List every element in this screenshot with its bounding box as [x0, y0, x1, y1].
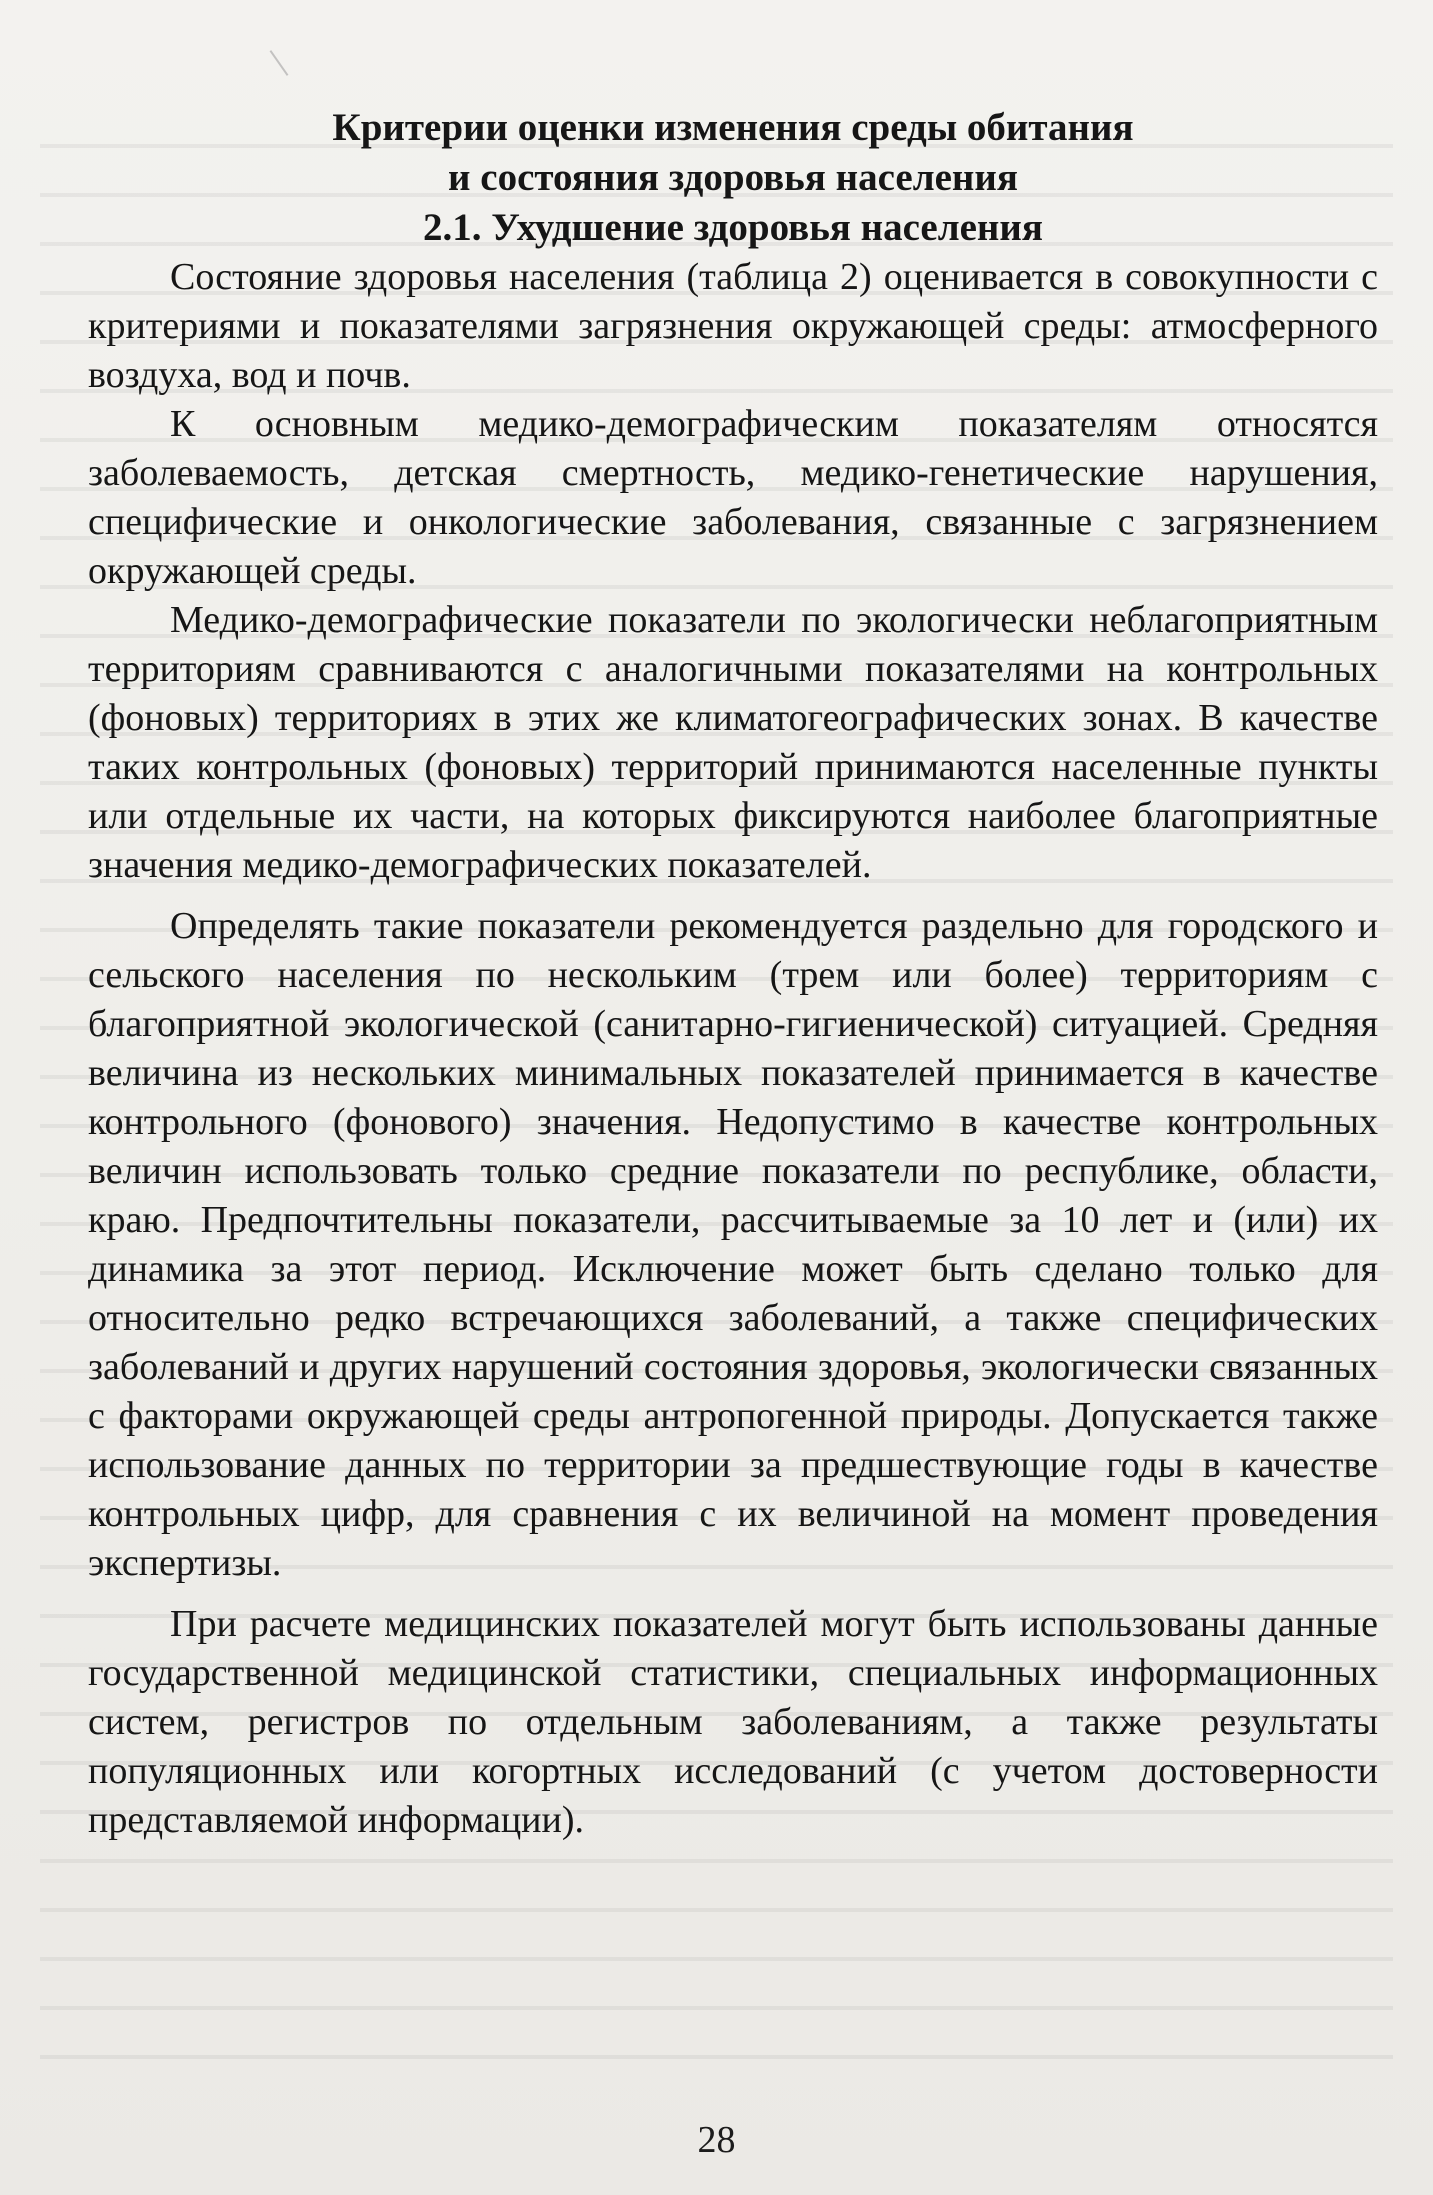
paragraph-health-assessment: Состояние здоровья населения (таблица 2) оценивается в совокупности с критериями и показателями загрязнения окружающей среды: атмосферного воздуха, вод и почв.: [88, 256, 1378, 396]
pencil-mark: [270, 50, 289, 76]
paragraph-main-indicators: К основным медико-демографическим показателям относятся заболеваемость, детская смертность, медико-генетические нарушения, специфические и онкологические заболевания, связанные с загрязнением окружающей среды.: [88, 403, 1378, 592]
paragraph-comparison: Медико-демографические показатели по экологически неблагоприятным территориям сравниваются с аналогичными показателями на контрольных (фоновых) территориях в этих же климатогеографических зонах. В качестве таких контрольных (фоновых) территорий принимаются населенные пункты или отдельные их части, на которых фиксируются наиболее благоприятные значения медико-демографических показателей.: [88, 599, 1378, 886]
heading-line-2: и состояния здоровья населения: [448, 156, 1018, 199]
subsection-heading: 2.1. Ухудшение здоровья населения: [423, 206, 1043, 249]
paragraph-calculation: При расчете медицинских показателей могут быть использованы данные государственной медицинской статистики, специальных информационных систем, регистров по отдельным заболеваниям, а также результаты популяционных или когортных исследований (с учетом достоверности представляемой информации).: [88, 1603, 1378, 1841]
page-number: 28: [697, 2119, 736, 2161]
page-content: [88, 103, 1378, 1845]
paragraph-determination: Определять такие показатели рекомендуется раздельно для городского и сельского населения по нескольким (трем или более) территориям с благоприятной экологической (санитарно-гигиенической) ситуацией. Средняя величина из нескольких минимальных показателей принимается в качестве контрольного (фонового) значения. Недопустимо в качестве контрольных величин использовать только средние показатели по республике, области, краю. Предпочтительны показатели, рассчитываемые за 10 лет и (или) их динамика за этот период. Исключение может быть сделано только для относительно редко встречающихся заболеваний, а также специфических заболеваний и других нарушений состояния здоровья, экологически связанных с факторами окружающей среды антропогенной природы. Допускается также использование данных по территории за предшествующие годы в качестве контрольных цифр, для сравнения с их величиной на момент проведения экспертизы.: [88, 905, 1378, 1584]
section-heading: [88, 103, 1378, 203]
heading-line-1: Критерии оценки изменения среды обитания: [332, 106, 1134, 149]
